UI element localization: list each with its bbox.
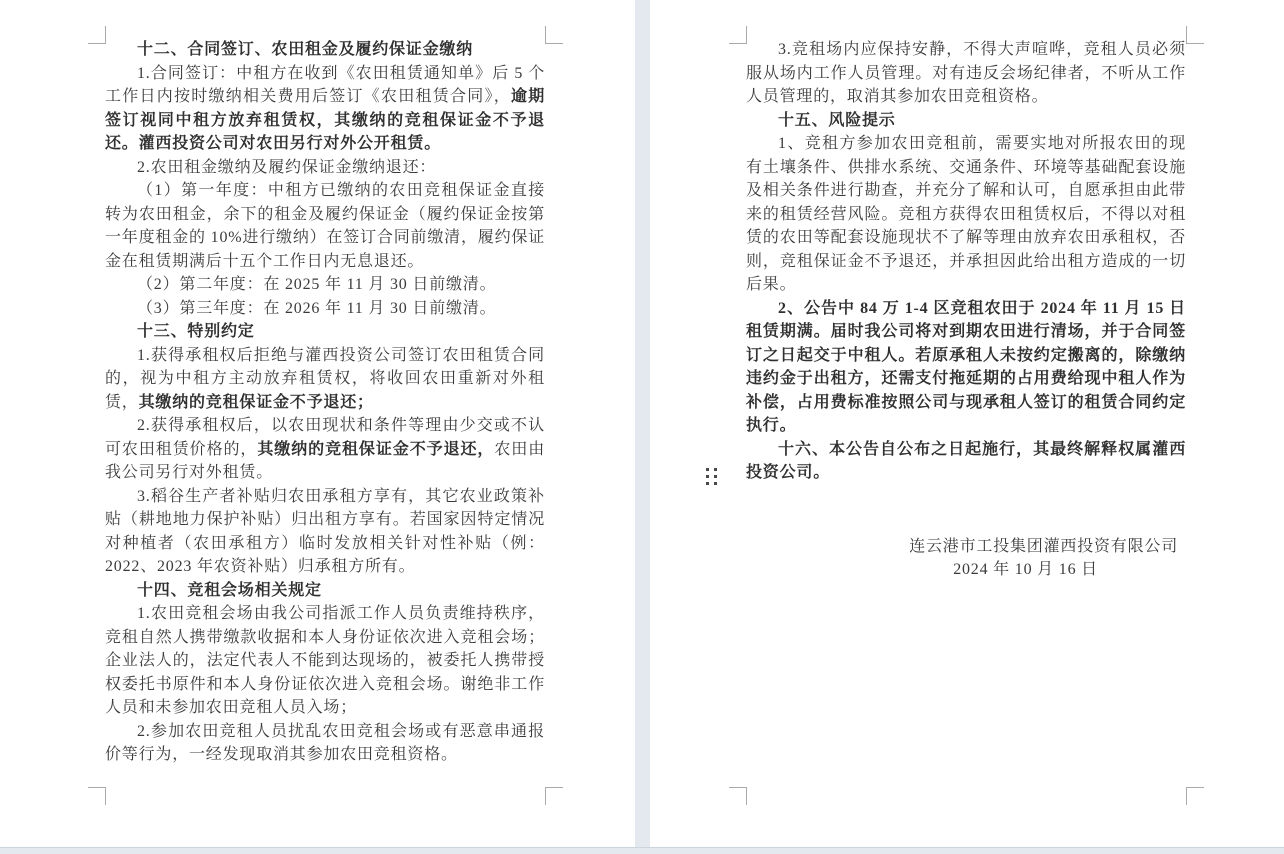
text-run: 3.竞租场内应保持安静，不得大声喧哗，竞租人员必须服从场内工作人员管理。对有违反会场纪律者，不听从工作人员管理的，取消其参加农田竞租资格。 xyxy=(746,41,1186,105)
text-boundary-mark-top-left xyxy=(729,26,747,44)
text-run: 十六、本公告自公布之日起施行，其最终解释权属灌西投资公司。 xyxy=(746,440,1186,481)
signature-company[interactable] xyxy=(746,535,1186,559)
text-run: （2）第二年度：在 2025 年 11 月 30 日前缴清。 xyxy=(137,276,497,293)
text-run: 逾期签订视同中租方放弃租赁权，其缴纳的竞租保证金不予退还。灌西投资公司对农田另行对外公开租赁。 xyxy=(105,88,546,152)
page-1 xyxy=(0,0,635,847)
text-run: 2、公告中 84 万 1-4 区竞租农田于 2024 年 11 月 15 日租赁期满。届时我公司将对到期农田进行清场，并于合同签订之日起交于中租人。若原承租人未按约定搬离的，除缴纳违约金于出租方，还需支付拖延期的占用费给现中租人作为补偿，占用费标准按照公司与现承租人签订的租赁合同约定执行。 xyxy=(746,299,1186,434)
dots-grid-icon[interactable] xyxy=(706,468,717,485)
para-13-1[interactable] xyxy=(105,344,545,415)
text-run: 1.获得承租权后拒绝与灌西投资公司签订农田租赁合同的，视为中租方主动放弃租赁权，将收回农田重新对外租赁， xyxy=(105,346,545,411)
heading-12[interactable] xyxy=(105,38,545,62)
para-14-2[interactable] xyxy=(105,720,545,767)
para-12-2-rent-payment-intro[interactable] xyxy=(105,156,545,180)
para-13-3[interactable] xyxy=(105,485,545,579)
text-run: 2.农田租金缴纳及履约保证金缴纳退还： xyxy=(137,158,437,176)
text-boundary-mark-bottom-left xyxy=(729,787,747,805)
text-run: 其缴纳的竞租保证金不予退还， xyxy=(257,440,495,458)
para-12-2-year-3[interactable] xyxy=(105,297,545,321)
text-run: （1）第一年度：中租方已缴纳的农田竞租保证金直接转为农田租金，余下的租金及履约保证金（履约保证金按第一年度租金的 10%进行缴纳）在签订合同前缴清，履约保证金在租赁期满后十五个工作日内无息退还。 xyxy=(105,182,545,270)
page-2-text-column[interactable] xyxy=(746,38,1186,582)
text-run: 十五、风险提示 xyxy=(778,111,896,129)
text-boundary-mark-bottom-right xyxy=(1186,787,1204,805)
page-1-text-column[interactable] xyxy=(105,38,545,767)
text-boundary-mark-bottom-left xyxy=(88,787,106,805)
heading-13[interactable] xyxy=(105,320,545,344)
text-boundary-mark-bottom-right xyxy=(545,787,563,805)
bottom-edge-rule xyxy=(0,847,1284,848)
text-boundary-mark-top-right xyxy=(545,26,563,44)
text-run: 其缴纳的竞租保证金不予退还； xyxy=(138,393,374,411)
para-14-3[interactable] xyxy=(746,38,1186,109)
text-run: 3.稻谷生产者补贴归农田承租方享有，其它农业政策补贴（耕地地力保护补贴）归出租方享有。若国家因特定情况对种植者（农田承租方）临时发放相关针对性补贴（例：2022、2023 年农资补贴）归承租方所有。 xyxy=(105,487,545,575)
heading-14[interactable] xyxy=(105,579,545,603)
para-15-2[interactable] xyxy=(746,297,1186,438)
text-run: 连云港市工投集团灌西投资有限公司 xyxy=(909,537,1178,555)
text-boundary-mark-top-left xyxy=(88,26,106,44)
text-run: 1、竞租方参加农田竞租前，需要实地对所报农田的现有土壤条件、供排水系统、交通条件、环境等基础配套设施及相关条件进行勘查，并充分了解和认可，自愿承担由此带来的租赁经营风险。竞租方获得农田租赁权后，不得以对租赁的农田等配套设施现状不了解等理由放弃农田承租权，否则，竞租保证金不予退还，并承担因此给出租方造成的一切后果。 xyxy=(746,135,1186,293)
text-run: 十四、竞租会场相关规定 xyxy=(137,581,322,599)
para-12-2-year-1[interactable] xyxy=(105,179,545,273)
heading-15[interactable] xyxy=(746,109,1186,133)
text-run: 1.合同签订：中租方在收到《农田租赁通知单》后 5 个工作日内按时缴纳相关费用后签订《农田租赁合同》， xyxy=(105,64,545,105)
page-2 xyxy=(650,0,1284,847)
page-gap xyxy=(635,0,650,847)
text-run: 1.农田竞租会场由我公司指派工作人员负责维持秩序，竞租自然人携带缴款收据和本人身份证依次进入竞租会场；企业法人的，法定代表人不能到达现场的，被委托人携带授权委托书原件和本人身份证依次进入竞租会场。谢绝非工作人员和未参加农田竞租人员入场； xyxy=(105,605,545,716)
signature-date[interactable] xyxy=(746,558,1186,582)
text-run: 农田由我公司另行对外租赁。 xyxy=(105,440,546,481)
para-13-2[interactable] xyxy=(105,414,545,485)
heading-16[interactable] xyxy=(746,438,1186,485)
para-12-2-year-2[interactable] xyxy=(105,273,545,297)
para-14-1[interactable] xyxy=(105,602,545,720)
para-12-1-contract-signing[interactable] xyxy=(105,62,545,156)
text-run: 2.获得承租权后，以农田现状和条件等理由少交或不认可农田租赁价格的， xyxy=(105,417,545,458)
text-run: （3）第三年度：在 2026 年 11 月 30 日前缴清。 xyxy=(137,299,497,317)
text-run: 十三、特别约定 xyxy=(137,323,255,340)
text-run: 十二、合同签订、农田租金及履约保证金缴纳 xyxy=(137,41,474,58)
para-15-1[interactable] xyxy=(746,132,1186,297)
text-run: 2024 年 10 月 16 日 xyxy=(953,561,1098,578)
text-run: 2.参加农田竞租人员扰乱农田竞租会场或有恶意串通报价等行为，一经发现取消其参加农田竞租资格。 xyxy=(105,722,545,763)
text-boundary-mark-top-right xyxy=(1186,26,1204,44)
